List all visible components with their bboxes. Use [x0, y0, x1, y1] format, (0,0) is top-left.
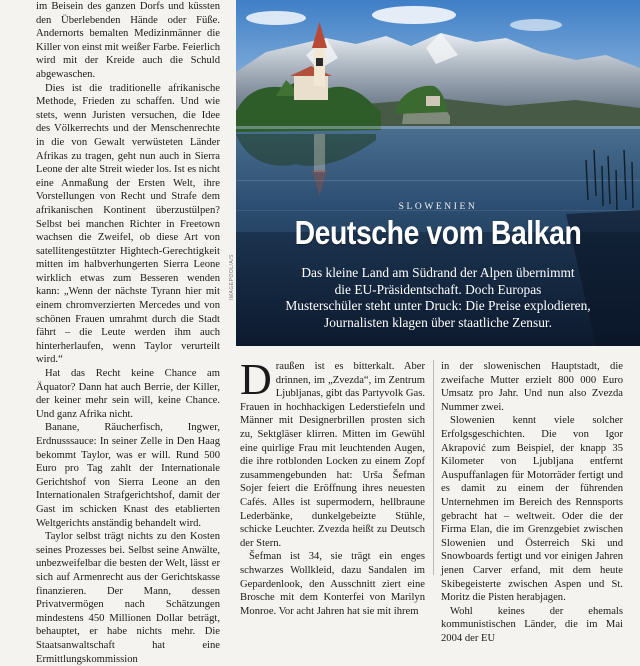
section-kicker: SLOWENIEN [398, 202, 478, 212]
article-column-1 [240, 355, 425, 617]
left-column [36, 0, 220, 665]
left-paragraph: Dies ist die traditionelle afrikanische Methode, Frieden zu schaffen. Und wie stets, wenn Juristen versuchen, die Idee des Völkerrechts und der Menschenrechte in die von Gewalt verwüsteten Länder Afrikas zu tragen, geht nun auch in Sierra Leone der alte Streit wieder los. Ist es nicht eine Anmaßung der Ersten Welt, ihre Vorstellungen von Recht und Strafe dem afrikanischen Kontinent überzustülpen? Selbst bei manchen Richter in Freetown wachsen die Zweifel, ob diese Art von satellitengestützter Hightech-Gerechtigkeit mitten im halbverhungerten Sierra Leone wirklich etwas zum Besseren wenden kann: „Wenn der nächste Tyrann hier mit einem chromverzierten Mercedes und von schönen Frauen umrahmt durch die Stadt fährt – die Leute werden ihm auch hinterherlaufen, wenn Taylor verurteilt wird.“ [36, 82, 220, 366]
deck-line: die EU-Präsidentschaft. Doch Europas [334, 281, 542, 297]
headline: Deutsche vom Balkan [294, 214, 582, 251]
article-column-2 [441, 360, 623, 644]
article-paragraph: in der slowenischen Hauptstadt, die zweifache Mutter erzielt 800 000 Euro Umsatz pro Jahr. Und nun also Zvezda Nummer zwei. [441, 361, 623, 413]
deck-line: Musterschüler steht unter Druck: Die Preise explodieren, [285, 298, 591, 313]
article-paragraph: Šefman ist 34, sie trägt ein enges schwarzes Wollkleid, dazu Sandalen im Gepardenlook, den Ausschnitt ziert eine Brosche mit dem Konterfei von Marilyn Monroe. Vor acht Jahren hat sie mit ihrem [240, 551, 425, 617]
article-paragraph: Wohl keines der ehemals kommunistischen Länder, die im Mai 2004 der EU [441, 605, 623, 644]
left-paragraph: im Beisein des ganzen Dorfs und küssten den Überlebenden Hände oder Füße. Andernorts bemalten Medizinmänner die Killer von einst mit weißer Farbe. Feierlich wird mit der Kreide auch die Schuld abgewaschen. [36, 1, 220, 80]
deck [236, 265, 640, 331]
article-text: raußen ist es bitterkalt. Aber drinnen, im „Zvezda“, im Zentrum Ljubljanas, gibt das Partyvolk Gas. Frauen in hochhackigen Lederstiefeln und Männer mit Designerbrillen prosten sich zu, Sektgläser klirren. Mitten im Gewühl eine quirlige Frau mit leuchtenden Augen, die ihre rotblonden Locken zu einem Zopf zusammengebunden hat: Urša Šefman Sojer feiert die Eröffnung ihres neuesten Cafés. Alles ist supermodern, hellbraune Lederbänke, dunkelgebeizte Stühle, schicke Leuchter. Zvezda heißt zu Deutsch der Stern. [240, 361, 425, 549]
article-paragraph [240, 355, 425, 550]
deck-line: Das kleine Land am Südrand der Alpen übernimmt [301, 265, 575, 280]
photo-credit: IMAGEPOOL/A/S [229, 254, 235, 300]
column-rule [433, 360, 434, 575]
left-paragraph: Taylor selbst trägt nichts zu den Kosten seines Prozesses bei. Selbst seine Anwälte, unbezweifelbar die besten der Welt, lässt er sich auf Armenrecht aus der Gerichtskasse finanzieren. Der Mann, dessen Privatvermögen nach Schätzungen mindestens 450 Millionen Dollar beträgt, behauptet, er habe nichts mehr. Die Staatsanwaltschaft hat eine Ermittlungskommission [36, 531, 220, 665]
article-paragraph: Slowenien kennt viele solcher Erfolgsgeschichten. Die von Igor Akrapović zum Beispiel, der knapp 35 Kilometer von Ljubljana entfernt Auspuffanlagen für Motorräder fertigt und es damit zu einem der führenden Unternehmen im Bereich des Rennsports gebracht hat – weltweit. Oder die der Firma Elan, die im Grenzgebiet zwischen Slowenien und Österreich Ski und Snowboards fertigt und vor einigen Jahren jenen Carver erfand, mit dem heute Skibegeisterte zwischen Aspen und St. Moritz die Pisten herabjagen. [441, 415, 623, 604]
deck-line: Journalisten klagen über staatliche Zensur. [324, 314, 552, 330]
left-paragraph: Hat das Recht keine Chance am Äquator? Dann hat auch Berrie, der Killer, der keiner mehr sein will, keine Chance. Und ganz Afrika nicht. [36, 368, 220, 420]
left-paragraph: Banane, Räucherfisch, Ingwer, Erdnusssauce: In seiner Zelle in Den Haag bekommt Taylor, was er will. Rund 500 Euro pro Tag zahlt der Internationale Gerichtshof von Sierra Leone an den Internationalen Strafgerichtshof, damit der Gast im schicken Knast des etablierten Weltgerichts anständig behandelt wird. [36, 422, 220, 529]
dropcap: D [240, 355, 272, 404]
